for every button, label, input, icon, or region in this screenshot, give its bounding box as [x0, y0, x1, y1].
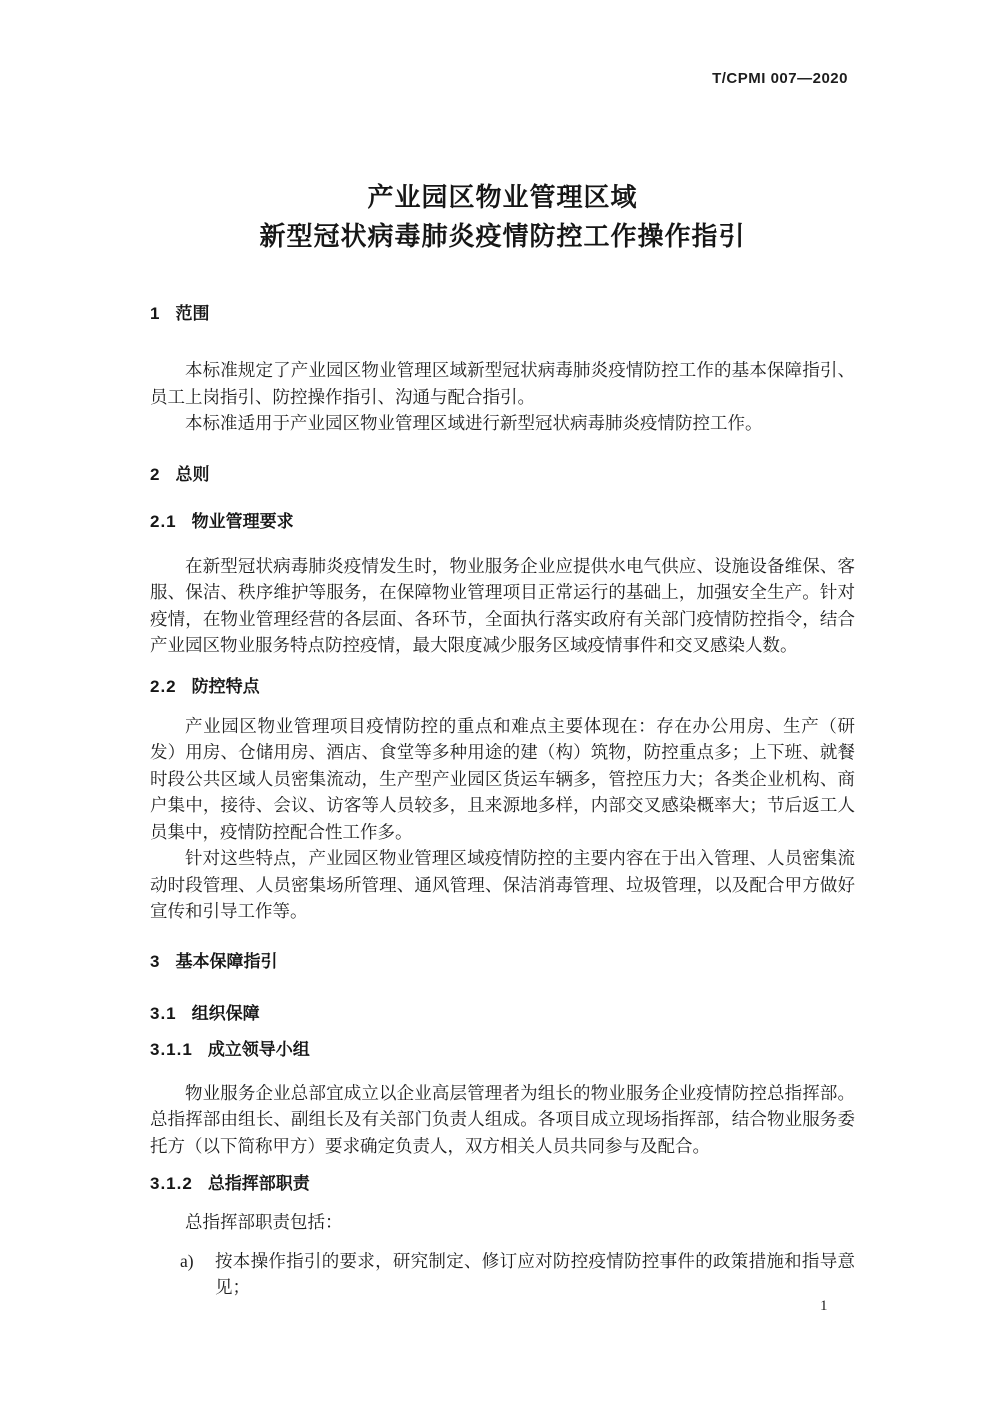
section-3-1-2-intro: 总指挥部职责包括：: [185, 1212, 343, 1232]
section-3-1-number: 3.1: [150, 1003, 177, 1023]
section-3-title: 基本保障指引: [175, 951, 278, 971]
document-title-line-2: 新型冠状病毒肺炎疫情防控工作操作指引: [259, 221, 746, 251]
section-3-1-1-paragraph-1: 物业服务企业总部宜成立以企业高层管理者为组长的物业服务企业疫情防控总指挥部。总指挥部由组长、副组长及有关部门负责人组成。各项目成立现场指挥部，结合物业服务委托方（以下简称甲方）要求确定负责人，双方相关人员共同参与及配合。: [150, 1082, 855, 1156]
section-3-1-2-number: 3.1.2: [150, 1174, 193, 1193]
list-item-a-marker: a): [180, 1250, 194, 1271]
section-2-1-number: 2.1: [150, 511, 177, 531]
section-3-1-2-heading: [150, 1172, 855, 1196]
section-2-2-title: 防控特点: [191, 676, 260, 696]
section-1-number: 1: [150, 304, 161, 323]
section-1-paragraph-1: 本标准规定了产业园区物业管理区域新型冠状病毒肺炎疫情防控工作的基本保障指引、员工上岗指引、防控操作指引、沟通与配合指引。: [150, 360, 855, 407]
document-content: [150, 178, 855, 1301]
section-2-2-paragraph-2: 针对这些特点，产业园区物业管理区域疫情防控的主要内容在于出入管理、人员密集流动时段管理、人员密集场所管理、通风管理、保洁消毒管理、垃圾管理，以及配合甲方做好宣传和引导工作等。: [150, 848, 855, 921]
section-2-2-number: 2.2: [150, 676, 177, 696]
section-3-1-1-title: 成立领导小组: [207, 1039, 310, 1059]
list-item-a-text: 按本操作指引的要求，研究制定、修订应对防控疫情防控事件的政策措施和指导意见；: [215, 1250, 855, 1297]
section-1-title: 范围: [175, 304, 210, 323]
section-3-1-heading: [150, 1002, 855, 1026]
section-2-2-heading: [150, 675, 855, 699]
standard-code: T/CPMI 007—2020: [712, 70, 848, 87]
section-2-number: 2: [150, 464, 161, 484]
section-2-1-title: 物业管理要求: [191, 511, 294, 531]
section-1-heading: [150, 302, 855, 326]
page-number: 1: [820, 1298, 828, 1314]
section-1-paragraph-2: 本标准适用于产业园区物业管理区域进行新型冠状病毒肺炎疫情防控工作。: [185, 413, 763, 433]
section-3-number: 3: [150, 951, 161, 971]
document-title: [150, 178, 855, 256]
list-item-a: [150, 1248, 855, 1301]
section-3-1-title: 组织保障: [191, 1003, 260, 1023]
section-3-1-1-number: 3.1.1: [150, 1039, 193, 1059]
document-title-line-1: 产业园区物业管理区域: [367, 182, 638, 212]
section-3-heading: [150, 950, 855, 974]
section-2-2-paragraph-1: 产业园区物业管理项目疫情防控的重点和难点主要体现在：存在办公用房、生产（研发）用房、仓储用房、酒店、食堂等多种用途的建（构）筑物，防控重点多；上下班、就餐时段公共区域人员密集流动，生产型产业园区货运车辆多，管控压力大；各类企业机构、商户集中，接待、会议、访客等人员较多，且来源地多样，内部交叉感染概率大；节后返工人员集中，疫情防控配合性工作多。: [150, 715, 855, 842]
section-2-1-heading: [150, 510, 855, 534]
section-2-heading: [150, 463, 855, 487]
section-2-title: 总则: [175, 464, 210, 484]
section-2-1-paragraph-1: 在新型冠状病毒肺炎疫情发生时，物业服务企业应提供水电气供应、设施设备维保、客服、保洁、秩序维护等服务，在保障物业管理项目正常运行的基础上，加强安全生产。针对疫情，在物业管理经营的各层面、各环节，全面执行落实政府有关部门疫情防控指令，结合产业园区物业服务特点防控疫情，最大限度减少服务区域疫情事件和交叉感染人数。: [150, 555, 855, 655]
section-3-1-1-heading: [150, 1038, 855, 1062]
section-3-1-2-title: 总指挥部职责: [207, 1174, 310, 1193]
